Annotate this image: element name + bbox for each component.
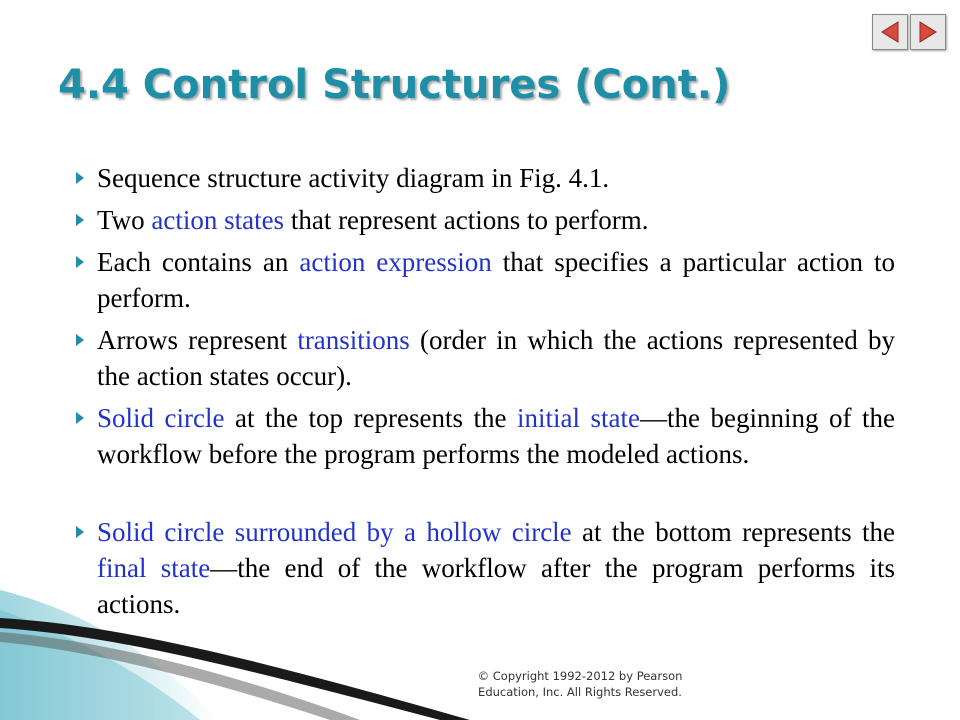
left-triangle-icon	[873, 15, 907, 49]
bullet-item	[75, 400, 895, 472]
bullet-text	[97, 244, 895, 316]
bullet-text-part: Sequence structure activity diagram in Fig. 4.1.	[97, 163, 610, 193]
term-highlight: action states	[151, 205, 285, 235]
bullet-text	[97, 160, 895, 196]
bullet-item	[75, 244, 895, 316]
bullet-text-part: that specifies a particular action to perform.	[97, 247, 895, 313]
slide-title: 4.4 Control Structures (Cont.)	[58, 62, 731, 108]
bullet-text-part: Each contains an	[97, 247, 300, 277]
bullet-text-part: —the end of the workflow after the program performs its actions.	[97, 553, 895, 619]
term-highlight: Solid circle	[97, 403, 225, 433]
right-triangle-icon	[911, 15, 945, 49]
copyright-line: © Copyright 1992-2012 by Pearson	[477, 669, 683, 683]
term-highlight: transitions	[297, 325, 410, 355]
copyright-notice	[440, 668, 720, 700]
bullet-arrow-icon	[75, 525, 85, 539]
term-highlight: final state	[97, 553, 211, 583]
bullet-text	[97, 322, 895, 394]
bullet-arrow-icon	[75, 171, 85, 185]
bullet-text-part: that represent actions to perform.	[284, 205, 649, 235]
bullet-text	[97, 202, 895, 238]
copyright-line: Education, Inc. All Rights Reserved.	[478, 685, 682, 699]
term-highlight: action expression	[299, 247, 492, 277]
bullet-item	[75, 322, 895, 394]
bullet-item	[75, 202, 895, 238]
bullet-text-part: at the bottom represents the	[571, 517, 895, 547]
bullet-arrow-icon	[75, 411, 85, 425]
prev-slide-button[interactable]	[872, 14, 908, 50]
term-highlight: Solid circle surrounded by a hollow circle	[97, 517, 572, 547]
bullet-arrow-icon	[75, 255, 85, 269]
bullet-text-part: Two	[97, 205, 152, 235]
next-slide-button[interactable]	[910, 14, 946, 50]
bullet-arrow-icon	[75, 333, 85, 347]
bullet-arrow-icon	[75, 213, 85, 227]
bullet-text-part: (order in which the actions represented by the action states occur).	[97, 325, 895, 391]
bullet-item	[75, 160, 895, 196]
bullet-text	[97, 514, 895, 622]
bullet-text-part: —the beginning of the workflow before the program performs the modeled actions.	[97, 403, 895, 469]
bullet-text	[97, 400, 895, 472]
term-highlight: initial state	[517, 403, 640, 433]
bullet-text-part: at the top represents the	[224, 403, 517, 433]
bullet-item	[75, 514, 895, 622]
bullet-text-part: Arrows represent	[97, 325, 298, 355]
